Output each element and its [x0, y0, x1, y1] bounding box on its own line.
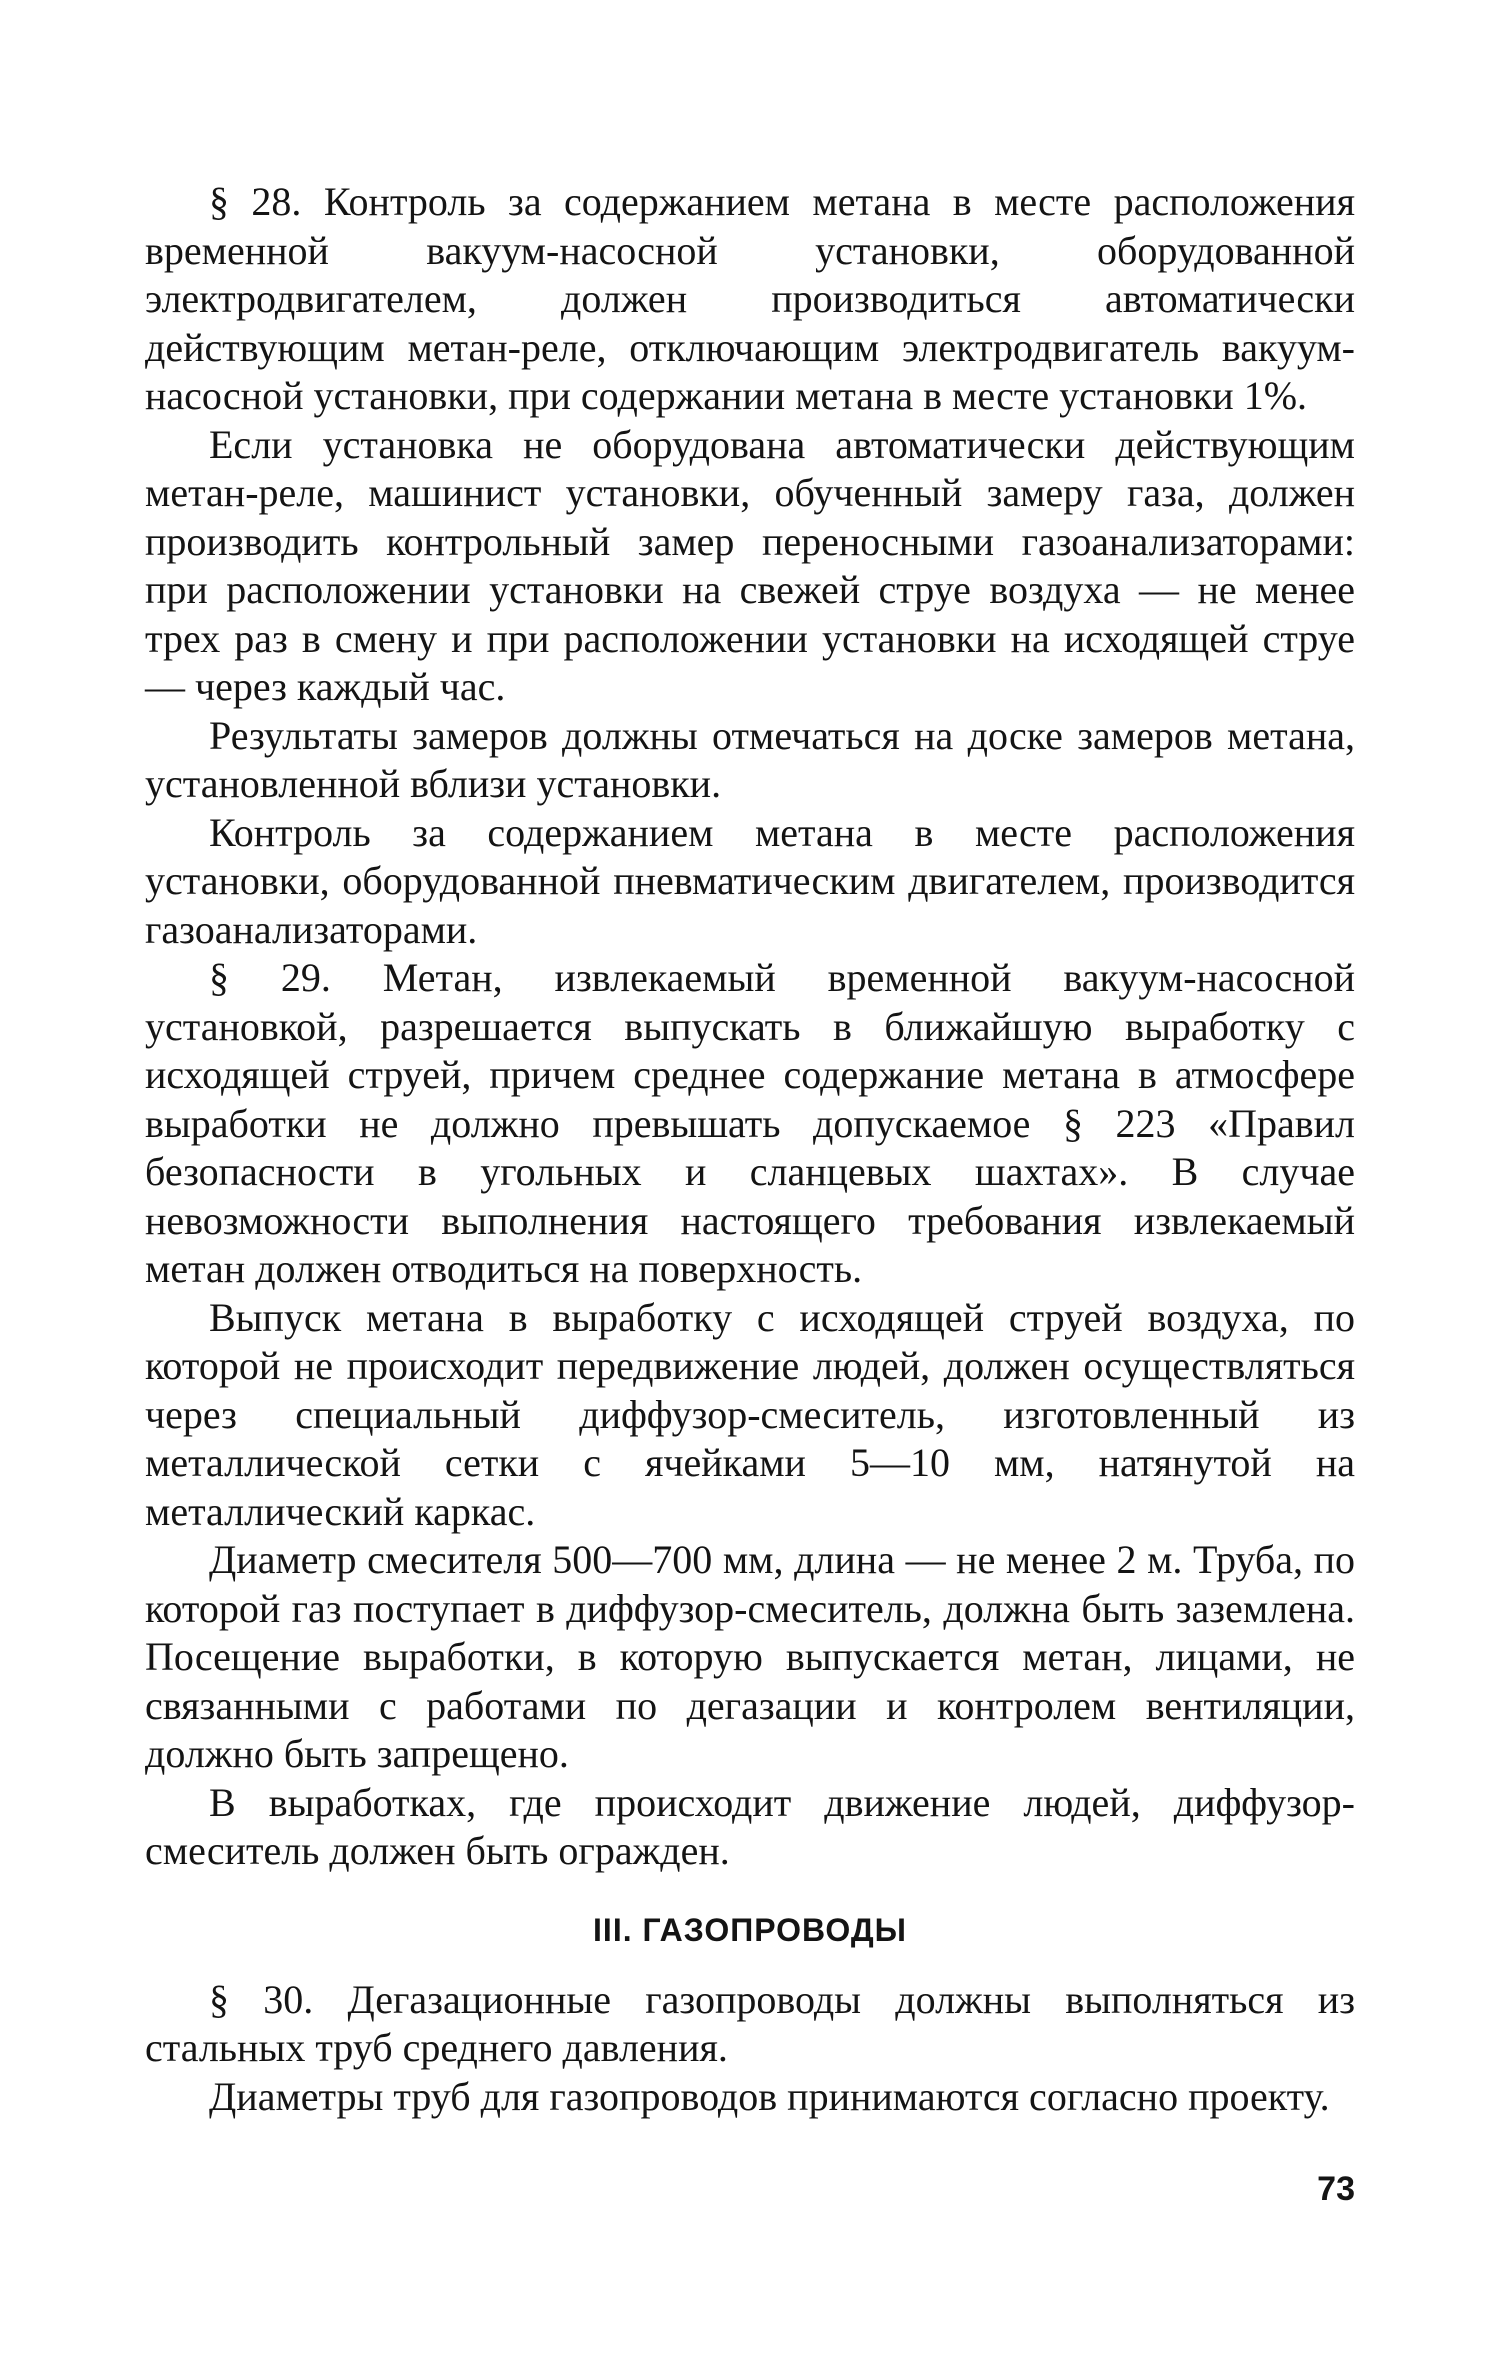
paragraph-measurement-results: Результаты замеров должны отмечаться на доске замеров метана, установленной вблизи установки. [145, 712, 1355, 806]
page-body [145, 178, 1355, 2121]
section-heading: III. ГАЗОПРОВОДЫ [593, 1911, 907, 1948]
paragraph-pneumatic-control: Контроль за содержанием метана в месте расположения установки, оборудованной пневматическим двигателем, производится газоанализаторами. [145, 809, 1355, 952]
paragraph-mixer-diameter: Диаметр смесителя 500—700 мм, длина — не менее 2 м. Труба, по которой газ поступает в диффузор-смеситель, должна быть заземлена. Посещение выработки, в которую выпускается метан, лицами, не связанными с работами по дегазации и контролем вентиляции, должно быть запрещено. [145, 1537, 1355, 1776]
paragraph-methane-relay: Если установка не оборудована автоматически действующим метан-реле, машинист установки, обученный замеру газа, должен производить контрольный замер переносными газоанализаторами: при расположении установки на свежей струе воздуха — не менее трех раз в смену и при расположении установки на исходящей струе — через каждый час. [145, 421, 1355, 709]
paragraph-mixer-fence: В выработках, где происходит движение людей, диффузор-смеситель должен быть огражден. [145, 1779, 1355, 1873]
paragraph-pipe-diameters: Диаметры труб для газопроводов принимаются согласно проекту. [209, 2073, 1330, 2119]
paragraph-section-28: § 28. Контроль за содержанием метана в месте расположения временной вакуум-насосной установки, оборудованной электродвигателем, должен производиться автоматически действующим метан-реле, отключающим электродвигатель вакуум-насосной установки, при содержании метана в месте установки 1%. [145, 179, 1355, 418]
page-number: 73 [1317, 2170, 1355, 2208]
paragraph-section-29: § 29. Метан, извлекаемый временной вакуум-насосной установкой, разрешается выпускать в ближайшую выработку с исходящей струей, причем среднее содержание метана в атмосфере выработки не должно превышать допускаемое § 223 «Правил безопасности в угольных и сланцевых шахтах». В случае невозможности выполнения настоящего требования извлекаемый метан должен отводиться на поверхность. [145, 955, 1355, 1291]
paragraph-section-30: § 30. Дегазационные газопроводы должны выполняться из стальных труб среднего давления. [145, 1976, 1355, 2070]
paragraph-methane-release: Выпуск метана в выработку с исходящей струей воздуха, по которой не происходит передвижение людей, должен осуществляться через специальный диффузор-смеситель, изготовленный из металлической сетки с ячейками 5—10 мм, натянутой на металлический каркас. [145, 1294, 1355, 1534]
